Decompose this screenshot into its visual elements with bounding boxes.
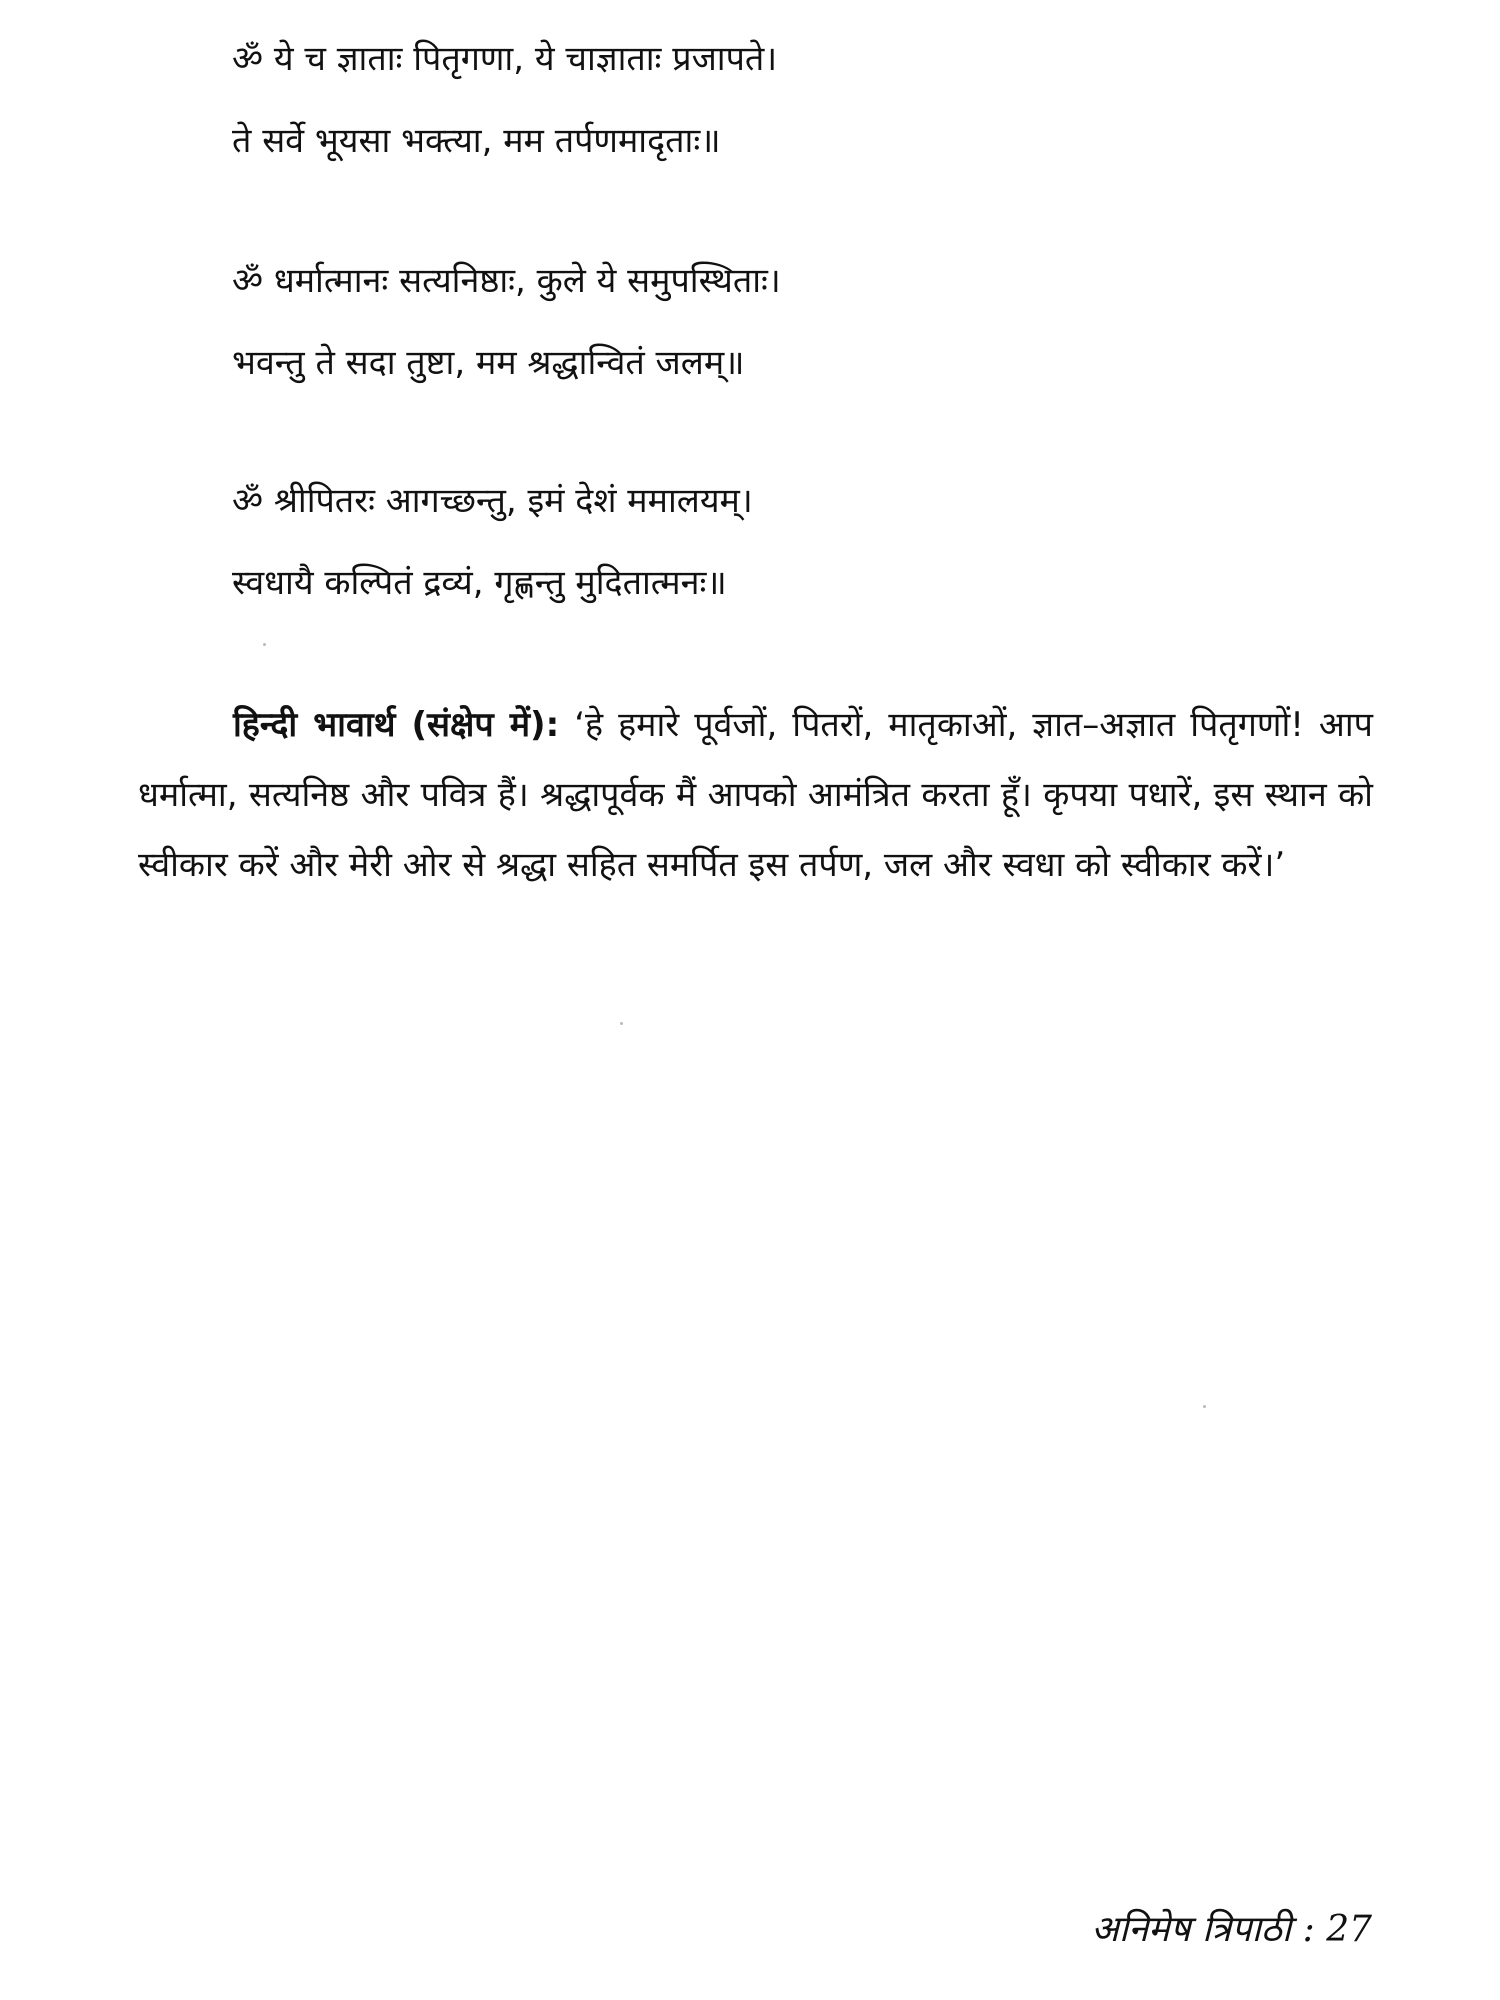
verse-2	[232, 240, 1332, 404]
scan-speck	[263, 643, 266, 646]
scan-speck	[620, 1022, 623, 1025]
hindi-summary-paragraph	[138, 690, 1373, 900]
footer-separator: :	[1291, 1909, 1327, 1950]
verse-3-line-2: स्वधायै कल्पितं द्रव्यं, गृह्णन्तु मुदितात्मनः॥	[232, 563, 727, 603]
summary-heading: हिन्दी भावार्थ (संक्षेप में):	[233, 705, 560, 745]
verse-1	[232, 18, 1332, 182]
author-name: अनिमेष त्रिपाठी	[1091, 1909, 1292, 1950]
verse-3	[232, 460, 1332, 624]
scan-speck	[1203, 1405, 1206, 1408]
page-number: 27	[1326, 1909, 1372, 1950]
verse-1-line-1: ॐ ये च ज्ञाताः पितृगणा, ये चाज्ञाताः प्रजापते।	[232, 39, 778, 79]
verse-3-line-1: ॐ श्रीपितरः आगच्छन्तु, इमं देशं ममालयम्।	[232, 481, 753, 521]
summary-text: ‘हे हमारे पूर्वजों, पितरों, मातृकाओं, ज्ञात–अज्ञात पितृगणों! आप धर्मात्मा, सत्यनिष्ठ और पवित्र हैं। श्रद्धापूर्वक मैं आपको आमंत्रित करता हूँ। कृपया पधारें, इस स्थान को स्वीकार करें और मेरी ओर से श्रद्धा सहित समर्पित इस तर्पण, जल और स्वधा को स्वीकार करें।’	[138, 705, 1373, 885]
verse-2-line-1: ॐ धर्मात्मानः सत्यनिष्ठाः, कुले ये समुपस्थिताः।	[232, 261, 781, 301]
page-footer	[1091, 1900, 1372, 1960]
verse-1-line-2: ते सर्वे भूयसा भक्त्या, मम तर्पणमादृताः॥	[232, 121, 721, 161]
verse-2-line-2: भवन्तु ते सदा तुष्टा, मम श्रद्धान्वितं जलम्॥	[232, 343, 745, 383]
